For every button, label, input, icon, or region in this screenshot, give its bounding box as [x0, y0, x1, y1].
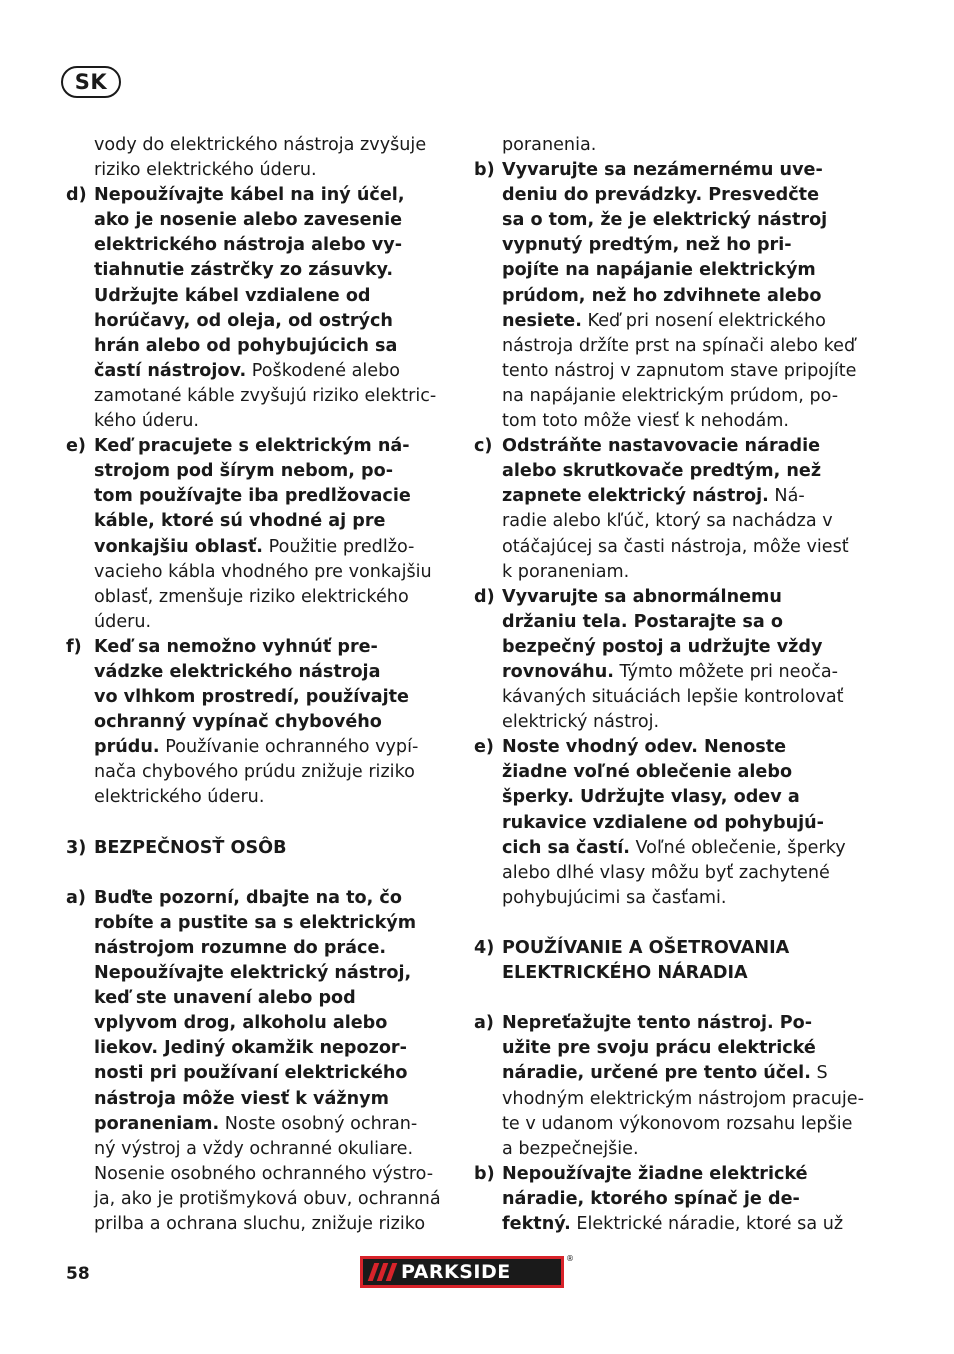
logo-text: PARKSIDE — [401, 1261, 511, 1283]
text-line: Vyvarujte sa abnormálnemu — [502, 586, 782, 607]
text-line: Keď sa nemožno vyhnúť pre- — [94, 636, 378, 657]
text-line: vo vlhkom prostredí, používajte — [94, 687, 409, 708]
text-line: oblasť, zmenšuje riziko elektrického — [94, 586, 409, 607]
normal-run: S — [810, 1063, 828, 1084]
text-line: prilba a ochrana sluchu, znižuje riziko — [94, 1214, 426, 1235]
text-line: Vyvarujte sa nezámernému uve- — [502, 160, 823, 181]
page-number: 58 — [66, 1264, 90, 1284]
item-label: a) — [474, 1013, 494, 1034]
text-line: tiahnutie zástrčky zo zásuvky. — [94, 260, 394, 281]
text-line: zamotané káble zvyšujú riziko elektric- — [94, 385, 437, 406]
section-title: BEZPEČNOSŤ OSÔB — [94, 837, 287, 858]
text-line: te v udanom výkonovom rozsahu lepšie — [502, 1113, 853, 1134]
section-heading — [66, 836, 451, 861]
text-line: káble, ktoré sú vhodné aj pre — [94, 511, 386, 532]
text-line: úderu. — [94, 611, 152, 632]
text-line: radie alebo kľúč, ktorý sa nachádza v — [502, 511, 833, 532]
section-number: 3) — [66, 837, 87, 858]
item-label: b) — [474, 160, 495, 181]
item-label: f) — [66, 636, 82, 657]
spacer — [66, 811, 451, 836]
text-line: elektrický nástroj. — [502, 712, 660, 733]
normal-run: Noste osobný ochran- — [219, 1113, 418, 1134]
text-line: rukavice vzdialene od pohybujú- — [502, 812, 824, 833]
text-line: elektrického úderu. — [94, 787, 265, 808]
bold-run: rovnováhu. — [502, 661, 614, 682]
mixed-line — [502, 309, 866, 334]
text-line: elektrického nástroja alebo vy- — [94, 235, 402, 256]
bold-run: nesiete. — [502, 310, 582, 331]
mixed-line — [502, 1061, 866, 1086]
text-line: vádzke elektrického nástroja — [94, 661, 381, 682]
text-line: náradie, ktorého spínač je de- — [502, 1188, 800, 1209]
item-d — [474, 585, 866, 736]
text-line: Nepoužívajte žiadne elektrické — [502, 1163, 808, 1184]
item-label: d) — [474, 586, 495, 607]
item-b — [474, 1162, 866, 1237]
text-line: bezpečný postoj a udržujte vždy — [502, 636, 823, 657]
text-line: k poraneniam. — [502, 561, 630, 582]
text-line: nača chybového prúdu znižuje riziko — [94, 762, 415, 783]
registered-mark: ® — [566, 1254, 574, 1263]
text-line: Udržujte kábel vzdialene od — [94, 285, 371, 306]
text-line: vody do elektrického nástroja zvyšuje — [94, 135, 427, 155]
text-line: kého úderu. — [94, 411, 200, 432]
text-line: pojíte na napájanie elektrickým — [502, 260, 816, 281]
item-a — [66, 886, 451, 1237]
spacer — [474, 986, 866, 1011]
item-c — [474, 434, 866, 585]
text-line: ný výstroj a vždy ochranné okuliare. — [94, 1138, 414, 1159]
item-d — [66, 183, 451, 434]
text-line: ja, ako je protišmyková obuv, ochranná — [94, 1188, 441, 1209]
normal-run: Voľné oblečenie, šperky — [629, 837, 846, 858]
text-line: nosti pri používaní elektrického — [94, 1063, 408, 1084]
text-line: Noste vhodný odev. Nenoste — [502, 737, 787, 758]
normal-run: Elektrické náradie, ktoré sa už — [570, 1214, 844, 1235]
text-line: riziko elektrického úderu. — [94, 160, 317, 181]
logo-stripes-icon — [363, 1259, 401, 1285]
section-number: 4) — [474, 938, 495, 958]
text-line: deniu do prevádzky. Presvedčte — [502, 185, 820, 206]
bold-run: poraneniam. — [94, 1113, 220, 1134]
text-line: držaniu tela. Postarajte sa o — [502, 611, 783, 632]
section-title: POUŽÍVANIE A OŠETROVANIA — [502, 938, 790, 958]
text-line: pohybujúcimi sa časťami. — [502, 887, 727, 908]
item-a — [474, 1011, 866, 1162]
text-line: Nosenie osobného ochranného výstro- — [94, 1163, 434, 1184]
mixed-line — [94, 535, 451, 560]
text-line: prúdom, než ho zdvihnete alebo — [502, 285, 822, 306]
text-line: strojom pod šírym nebom, po- — [94, 461, 393, 482]
bold-run: vonkajšiu oblasť. — [94, 536, 263, 557]
text-line: nástroja držíte prst na spínači alebo keď — [502, 335, 856, 356]
right-column — [474, 133, 866, 1237]
text-line: alebo skrutkovače predtým, než — [502, 461, 822, 482]
section-title: ELEKTRICKÉHO NÁRADIA — [502, 963, 748, 984]
parkside-logo — [360, 1254, 574, 1288]
text-line: nástroja môže viesť k vážnym — [94, 1088, 389, 1109]
text-line: tom používajte iba predlžovacie — [94, 486, 411, 507]
mixed-line — [502, 1212, 866, 1237]
text-line: ochranný vypínač chybového — [94, 712, 382, 733]
text-line: Buďte pozorní, dbajte na to, čo — [94, 887, 402, 908]
language-badge: SK — [61, 66, 121, 98]
mixed-line — [502, 484, 866, 509]
text-line: tento nástroj v zapnutom stave pripojíte — [502, 360, 857, 381]
item-label: b) — [474, 1163, 495, 1184]
text-line: žiadne voľné oblečenie alebo — [502, 762, 793, 783]
mixed-line — [94, 1112, 451, 1137]
mixed-line — [502, 836, 866, 861]
text-line: alebo dlhé vlasy môžu byť zachytené — [502, 862, 830, 883]
item-b — [474, 158, 866, 434]
normal-run: Ná- — [768, 486, 805, 507]
mixed-line — [94, 735, 451, 760]
bold-run: fektný. — [502, 1214, 571, 1235]
bold-run: zapnete elektrický nástroj. — [502, 486, 769, 507]
item-e — [474, 735, 866, 911]
spacer — [66, 861, 451, 886]
section-heading — [474, 936, 866, 986]
text-line: poranenia. — [502, 135, 597, 155]
text-line: liekov. Jediný okamžik nepozor- — [94, 1038, 407, 1059]
left-column — [66, 133, 451, 1237]
text-line: a bezpečnejšie. — [502, 1138, 639, 1159]
text-line: vplyvom drog, alkoholu alebo — [94, 1013, 388, 1034]
text-line: na napájanie elektrickým prúdom, po- — [502, 385, 839, 406]
item-label: e) — [66, 436, 86, 457]
text-line: vypnutý predtým, než ho pri- — [502, 235, 792, 256]
text-line: otáčajúcej sa časti nástroja, môže viesť — [502, 536, 849, 557]
normal-run: Používanie ochranného vypí- — [159, 737, 419, 758]
item-f — [66, 635, 451, 811]
text-line: vhodným elektrickým nástrojom pracuje- — [502, 1088, 864, 1109]
item-label: a) — [66, 887, 86, 908]
text-line: šperky. Udržujte vlasy, odev a — [502, 787, 800, 808]
text-line: keď ste unavení alebo pod — [94, 988, 356, 1009]
item-label: e) — [474, 737, 494, 758]
mixed-line — [94, 359, 451, 384]
text-line: vacieho kábla vhodného pre vonkajšiu — [94, 561, 432, 582]
normal-run: Keď pri nosení elektrického — [581, 310, 826, 331]
text-line: robíte a pustite sa s elektrickým — [94, 912, 417, 933]
text-line: ako je nosenie alebo zavesenie — [94, 210, 403, 231]
bold-run: náradie, určené pre tento účel. — [502, 1063, 811, 1084]
text-line: Nepoužívajte elektrický nástroj, — [94, 963, 412, 984]
text-line: tom toto môže viesť k nehodám. — [502, 411, 789, 432]
text-line: užite pre svoju prácu elektrické — [502, 1038, 816, 1059]
spacer — [474, 911, 866, 936]
item-label: d) — [66, 185, 87, 206]
bold-run: cich sa častí. — [502, 837, 630, 858]
bold-run: prúdu. — [94, 737, 160, 758]
mixed-line — [502, 660, 866, 685]
item-e — [66, 434, 451, 635]
normal-run: Týmto môžete pri neoča- — [613, 661, 839, 682]
text-line: Nepreťažujte tento nástroj. Po- — [502, 1013, 813, 1034]
text-line: hrán alebo od pohybujúcich sa — [94, 335, 398, 356]
text-line: horúčavy, od oleja, od ostrých — [94, 310, 393, 331]
text-line: Nepoužívajte kábel na iný účel, — [94, 185, 405, 206]
normal-run: Použitie predlžo- — [263, 536, 415, 557]
text-line: kávaných situáciách lepšie kontrolovať — [502, 687, 844, 708]
text-line: Odstráňte nastavovacie náradie — [502, 436, 821, 457]
text-line: Keď pracujete s elektrickým ná- — [94, 436, 410, 457]
text-line: nástrojom rozumne do práce. — [94, 938, 387, 958]
normal-run: Poškodené alebo — [246, 360, 401, 381]
item-label: c) — [474, 436, 493, 457]
bold-run: častí nástrojov. — [94, 360, 247, 381]
text-line: sa o tom, že je elektrický nástroj — [502, 210, 828, 231]
